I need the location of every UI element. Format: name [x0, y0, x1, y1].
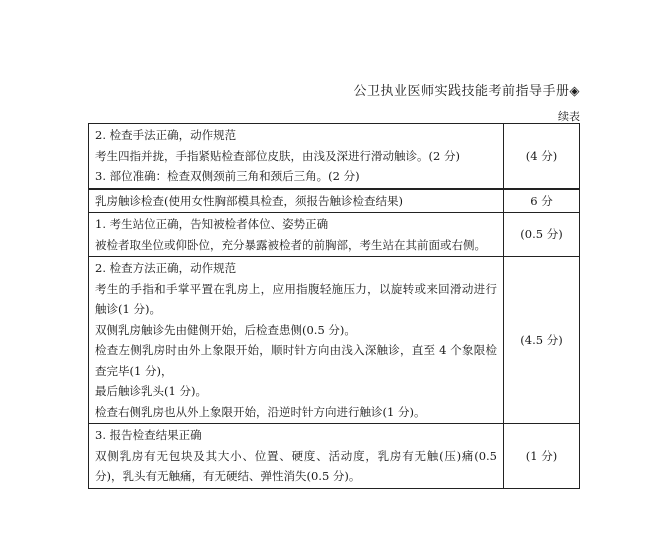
score-cell: (4.5 分): [504, 257, 580, 424]
table-row: [89, 257, 580, 424]
score-cell: (4 分): [504, 124, 580, 189]
criteria-line: 双侧乳房触诊先由健侧开始，后检查患侧(0.5 分)。: [95, 322, 356, 337]
criteria-line: 考生四指并拢，手指紧贴检查部位皮肤，由浅及深进行滑动触诊。(2 分): [95, 148, 460, 163]
score-cell: 6 分: [504, 189, 580, 213]
criteria-line: 1. 考生站位正确，告知被检者体位、姿势正确: [95, 217, 329, 231]
criteria-line: 2. 检查手法正确，动作规范: [95, 128, 237, 142]
criteria-line: 3. 报告检查结果正确: [95, 428, 202, 442]
table-row: [89, 424, 580, 489]
criteria-line: 被检者取坐位或仰卧位，充分暴露被检者的前胸部，考生站在其前面或右侧。: [95, 237, 486, 252]
criteria-cell: [89, 213, 504, 257]
criteria-cell: [89, 124, 504, 189]
criteria-line: 最后触诊乳头(1 分)。: [95, 384, 207, 398]
table-row: [89, 189, 580, 213]
table-row: [89, 213, 580, 257]
criteria-cell: [89, 257, 504, 424]
criteria-line: 双侧乳房有无包块及其大小、位置、硬度、活动度，乳房有无触(压)痛(0.5 分)，乳头有无触痛，有无硬结、弹性消失(0.5 分)。: [95, 448, 497, 483]
criteria-cell: [89, 189, 504, 213]
criteria-line: 检查右侧乳房也从外上象限开始，沿逆时针方向进行触诊(1 分)。: [95, 404, 426, 419]
criteria-line: 检查左侧乳房时由外上象限开始，顺时针方向由浅入深触诊，直至 4 个象限检查完毕(1 分)，: [95, 343, 497, 378]
page-header-title: 公卫执业医师实践技能考前指导手册◈: [353, 84, 580, 99]
table-row: [89, 124, 580, 189]
section-heading: 乳房触诊检查(使用女性胸部模具检查，须报告触诊检查结果): [95, 193, 403, 208]
continued-label: 续表: [558, 110, 580, 123]
criteria-line: 考生的手指和手掌平置在乳房上，应用指腹轻施压力，以旋转或来回滑动进行触诊(1 分)。: [95, 281, 497, 316]
criteria-line: 3. 部位准确：检查双侧颈前三角和颈后三角。(2 分): [95, 169, 360, 183]
criteria-cell: [89, 424, 504, 489]
scoring-table: [88, 123, 580, 489]
criteria-line: 2. 检查方法正确，动作规范: [95, 261, 237, 275]
score-cell: (1 分): [504, 424, 580, 489]
score-cell: (0.5 分): [504, 213, 580, 257]
